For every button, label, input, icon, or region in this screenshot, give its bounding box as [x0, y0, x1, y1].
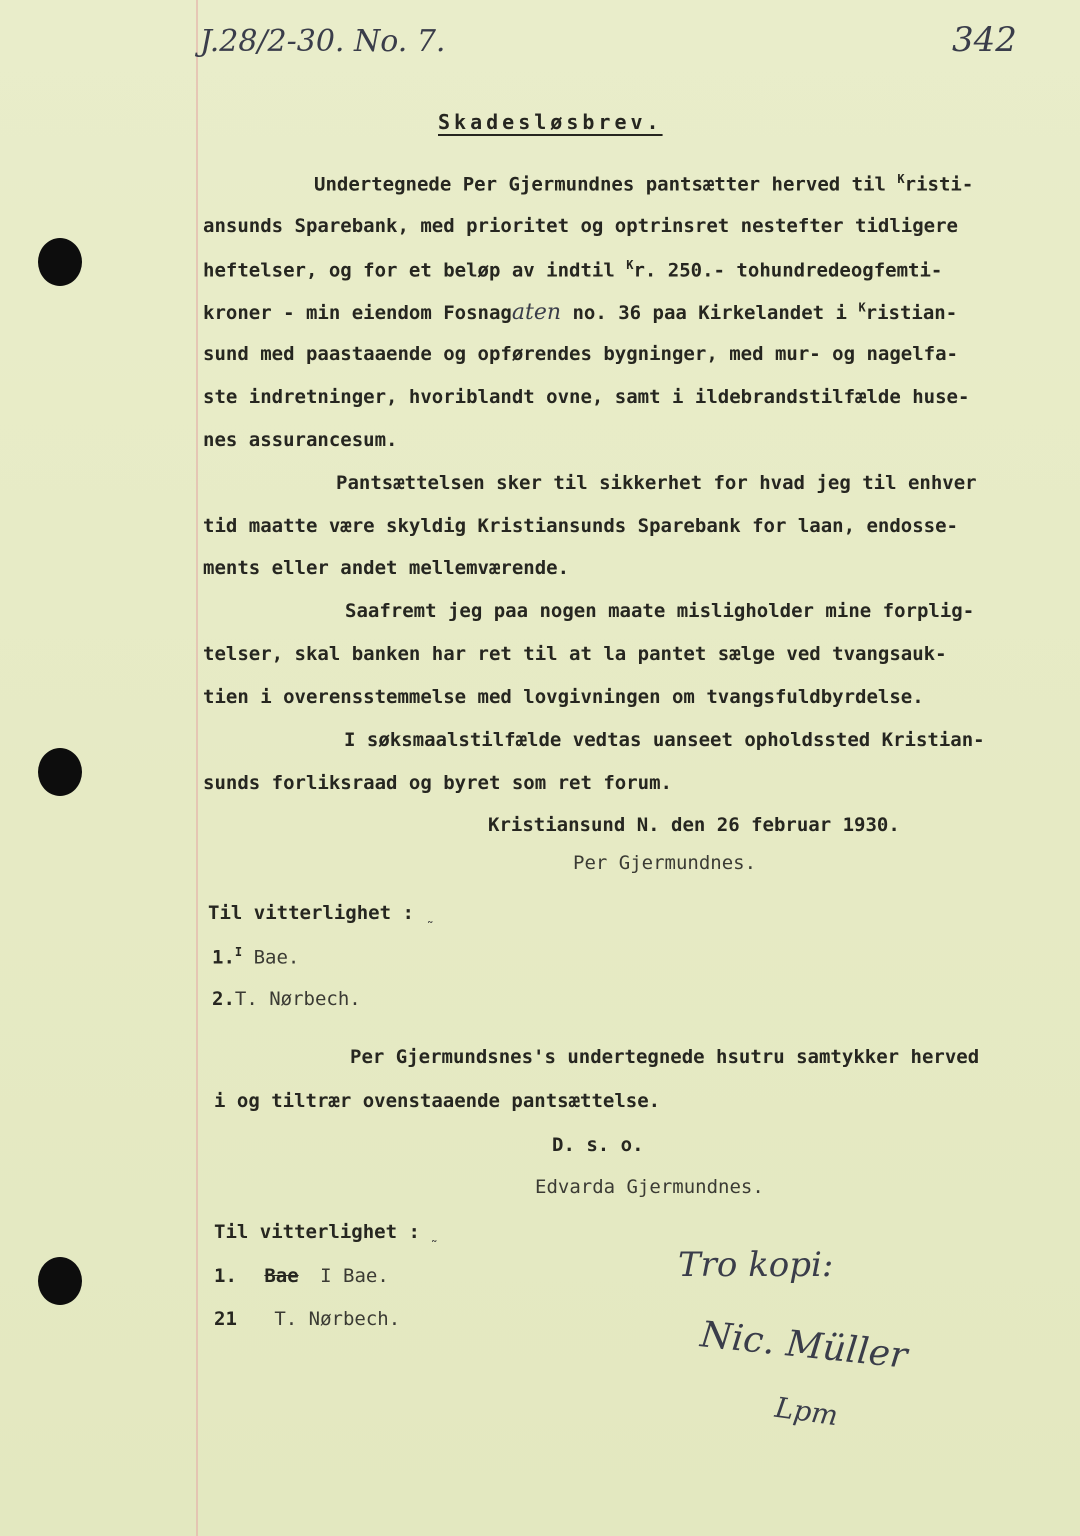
- margin-rule: [196, 0, 198, 1536]
- body-line: sund med paastaaende og opførendes bygninger, med mur- og nagelfa-: [203, 343, 958, 365]
- body-line: Saafremt jeg paa nogen maate misligholder mine forplig-: [345, 600, 975, 622]
- document-title: Skadesløsbrev.: [438, 110, 663, 134]
- struck-text: Bae: [264, 1265, 299, 1287]
- body-line: nes assurancesum.: [203, 429, 398, 451]
- body-line: heftelser, og for et beløp av indtil $^K$r. 250.- tohundredeogfemti-: [203, 258, 943, 282]
- handwritten-certification: Tro kopi:: [678, 1245, 834, 1285]
- handwritten-signature: Nic. Müller: [698, 1314, 910, 1377]
- witness-2: 2.T. Nørbech.: [212, 988, 361, 1010]
- handwritten-initials: Lpm: [773, 1390, 841, 1433]
- body-line: sunds forliksraad og byret som ret forum.: [203, 772, 672, 794]
- body-line: tien i overensstemmelse med lovgivningen om tvangsfuldbyrdelse.: [203, 686, 924, 708]
- body-line: tid maatte være skyldig Kristiansunds Sparebank for laan, endosse-: [203, 515, 958, 537]
- witness-heading: Til vitterlighet :: [208, 902, 414, 924]
- consent-signer: Edvarda Gjermundnes.: [535, 1176, 764, 1198]
- witness-1: 1. Bae I Bae.: [214, 1265, 389, 1287]
- body-line: Pantsættelsen sker til sikkerhet for hvad jeg til enhver: [336, 472, 977, 494]
- place-date: Kristiansund N. den 26 februar 1930.: [488, 814, 900, 836]
- page-number: 342: [952, 20, 1017, 60]
- handwritten-registration-note: J.28/2-30. No. 7.: [200, 24, 446, 59]
- body-line: Undertegnede Per Gjermundnes pantsætter herved til $^K$risti-: [314, 172, 974, 196]
- body-line: kroner - min eiendom Fosnagaten no. 36 paa Kirkelandet i $^K$ristian-: [203, 300, 958, 325]
- witness-2: 21 T. Nørbech.: [214, 1308, 401, 1330]
- body-line: ste indretninger, hvoriblandt ovne, samt i ildebrandstilfælde huse-: [203, 386, 970, 408]
- consent-line: Per Gjermundsnes's undertegnede hsutru samtykker herved: [350, 1046, 980, 1068]
- consent-line: i og tiltrær ovenstaaende pantsættelse.: [214, 1090, 661, 1112]
- witness-1: 1.$^I$ Bae.: [212, 945, 300, 969]
- body-line: I søksmaalstilfælde vedtas uanseet opholdssted Kristian-: [344, 729, 985, 751]
- binder-hole: [38, 1257, 82, 1305]
- tick-mark: ˜: [426, 920, 435, 936]
- binder-hole: [38, 238, 82, 286]
- body-line: ansunds Sparebank, med prioritet og optrinsret nestefter tidligere: [203, 215, 958, 237]
- dso-mark: D. s. o.: [552, 1134, 644, 1156]
- signer-name: Per Gjermundnes.: [573, 852, 757, 874]
- body-line: ments eller andet mellemværende.: [203, 557, 570, 579]
- tick-mark: ˜: [430, 1239, 439, 1255]
- binder-hole: [38, 748, 82, 796]
- body-line: telser, skal banken har ret til at la pantet sælge ved tvangsauk-: [203, 643, 947, 665]
- witness-heading: Til vitterlighet :: [214, 1221, 420, 1243]
- handwritten-insertion: aten: [511, 300, 562, 325]
